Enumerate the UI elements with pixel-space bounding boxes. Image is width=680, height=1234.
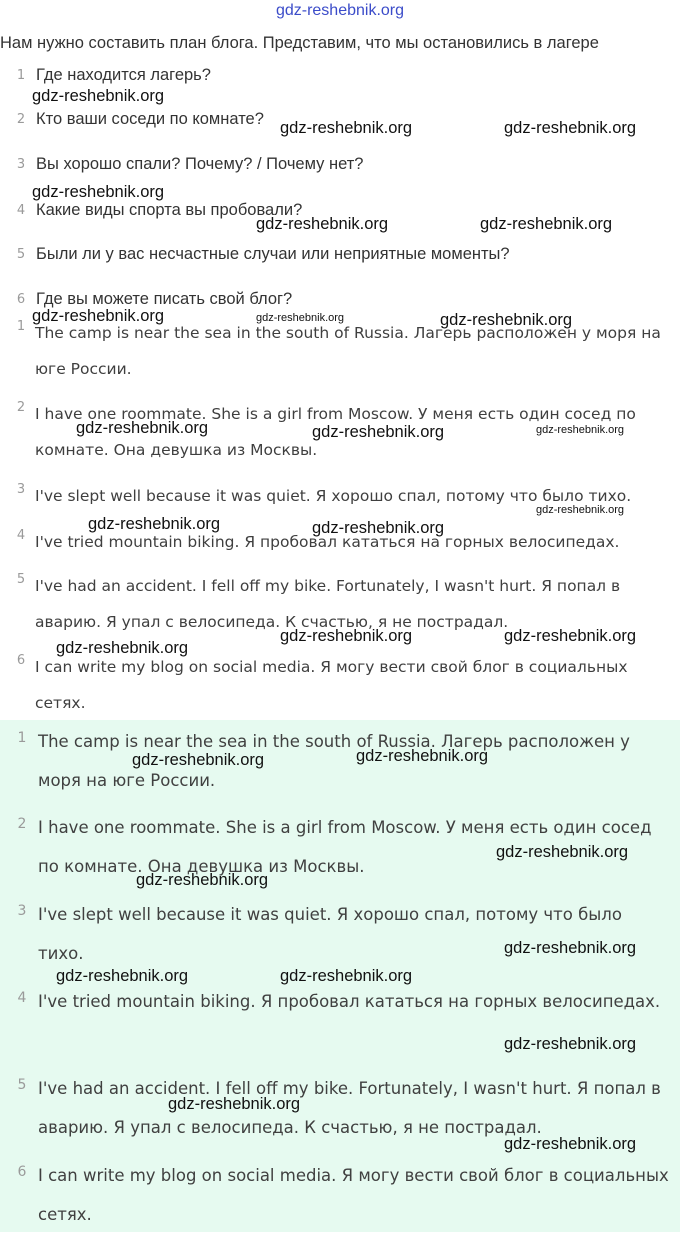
answer-number: 5 — [16, 572, 26, 587]
watermark: gdz-reshebnik.org — [256, 215, 389, 233]
watermark: gdz-reshebnik.org — [76, 419, 209, 437]
watermark: gdz-reshebnik.org — [504, 1135, 637, 1153]
watermark: gdz-reshebnik.org — [312, 423, 445, 441]
question-number: 1 — [16, 68, 26, 83]
answer-text: I've had an accident. I fell off my bike. Fortunately, I wasn't hurt. Я попал в аварию. Я упал с велосипеда. К счастью, я не пострадал. — [38, 1079, 661, 1137]
watermark: gdz-reshebnik.org — [136, 871, 269, 889]
answer-number: 2 — [16, 400, 26, 415]
watermark: gdz-reshebnik.org — [256, 312, 345, 324]
watermark: gdz-reshebnik.org — [280, 627, 413, 645]
question-item — [0, 245, 680, 269]
answer-text: I've slept well because it was quiet. Я хорошо спал, потому что было тихо. — [35, 487, 632, 505]
question-number: 5 — [16, 247, 26, 262]
watermark: gdz-reshebnik.org — [504, 119, 637, 137]
watermark: gdz-reshebnik.org — [168, 1095, 301, 1113]
answer-number: 4 — [16, 528, 26, 543]
watermark: gdz-reshebnik.org — [480, 215, 613, 233]
answer-text: I have one roommate. She is a girl from Moscow. У меня есть один сосед по комнате. Она девушка из Москвы. — [35, 405, 636, 459]
watermark: gdz-reshebnik.org — [32, 87, 165, 105]
watermark: gdz-reshebnik.org — [132, 751, 265, 769]
answer-number: 4 — [17, 990, 27, 1006]
question-number: 4 — [16, 203, 26, 218]
watermark: gdz-reshebnik.org — [504, 627, 637, 645]
answer-number: 1 — [17, 730, 27, 746]
answer-number: 3 — [16, 482, 26, 497]
answer-text: I've slept well because it was quiet. Я хорошо спал, потому что было тихо. — [38, 905, 622, 963]
watermark: gdz-reshebnik.org — [440, 311, 573, 329]
question-text: Вы хорошо спали? Почему? / Почему нет? — [36, 155, 364, 173]
watermark: gdz-reshebnik.org — [280, 967, 413, 985]
watermark: gdz-reshebnik.org — [496, 843, 629, 861]
watermark: gdz-reshebnik.org — [280, 119, 413, 137]
answer-text: I can write my blog on social media. Я могу вести свой блог в социальных сетях. — [38, 1166, 669, 1224]
question-text: Были ли у вас несчастные случаи или неприятные моменты? — [36, 245, 510, 263]
answer-number: 2 — [17, 816, 27, 832]
question-number: 2 — [16, 112, 26, 127]
top-watermark: gdz-reshebnik.org — [275, 2, 405, 19]
watermark: gdz-reshebnik.org — [504, 939, 637, 957]
answer-number: 5 — [17, 1077, 27, 1093]
question-item — [0, 155, 680, 179]
question-number: 6 — [16, 292, 26, 307]
answer-text: I have one roommate. She is a girl from Moscow. У меня есть один сосед по комнате. Она девушка из Москвы. — [38, 818, 652, 876]
question-text: Где вы можете писать свой блог? — [36, 290, 293, 308]
watermark: gdz-reshebnik.org — [356, 747, 489, 765]
intro-text: Нам нужно составить план блога. Представим, что мы остановились в лагере — [0, 34, 599, 52]
watermark: gdz-reshebnik.org — [88, 515, 221, 533]
watermark: gdz-reshebnik.org — [56, 967, 189, 985]
answer-text: I've tried mountain biking. Я пробовал кататься на горных велосипедах. — [35, 533, 620, 551]
watermark: gdz-reshebnik.org — [312, 519, 445, 537]
answer-text: The camp is near the sea in the south of Russia. Лагерь расположен у моря на юге России. — [35, 324, 661, 378]
answer-text: The camp is near the sea in the south of Russia. Лагерь расположен у моря на юге России. — [38, 732, 630, 790]
answer-number: 1 — [16, 319, 26, 334]
watermark: gdz-reshebnik.org — [32, 183, 165, 201]
answer-text: I can write my blog on social media. Я могу вести свой блог в социальных сетях. — [35, 658, 628, 712]
watermark: gdz-reshebnik.org — [32, 307, 165, 325]
question-number: 3 — [16, 157, 26, 172]
watermark: gdz-reshebnik.org — [56, 639, 189, 657]
watermark: gdz-reshebnik.org — [504, 1035, 637, 1053]
answer-number: 6 — [17, 1164, 27, 1180]
answer-number: 6 — [16, 653, 26, 668]
watermark: gdz-reshebnik.org — [536, 504, 625, 516]
question-text: Кто ваши соседи по комнате? — [36, 110, 264, 128]
answer-number: 3 — [17, 903, 27, 919]
question-text: Какие виды спорта вы пробовали? — [36, 201, 303, 219]
question-text: Где находится лагерь? — [36, 66, 211, 84]
answer-text: I've had an accident. I fell off my bike. Fortunately, I wasn't hurt. Я попал в аварию. Я упал с велосипеда. К счастью, я не пострадал. — [35, 577, 621, 631]
answer-text: I've tried mountain biking. Я пробовал кататься на горных велосипедах. — [38, 992, 661, 1011]
watermark: gdz-reshebnik.org — [536, 424, 625, 436]
